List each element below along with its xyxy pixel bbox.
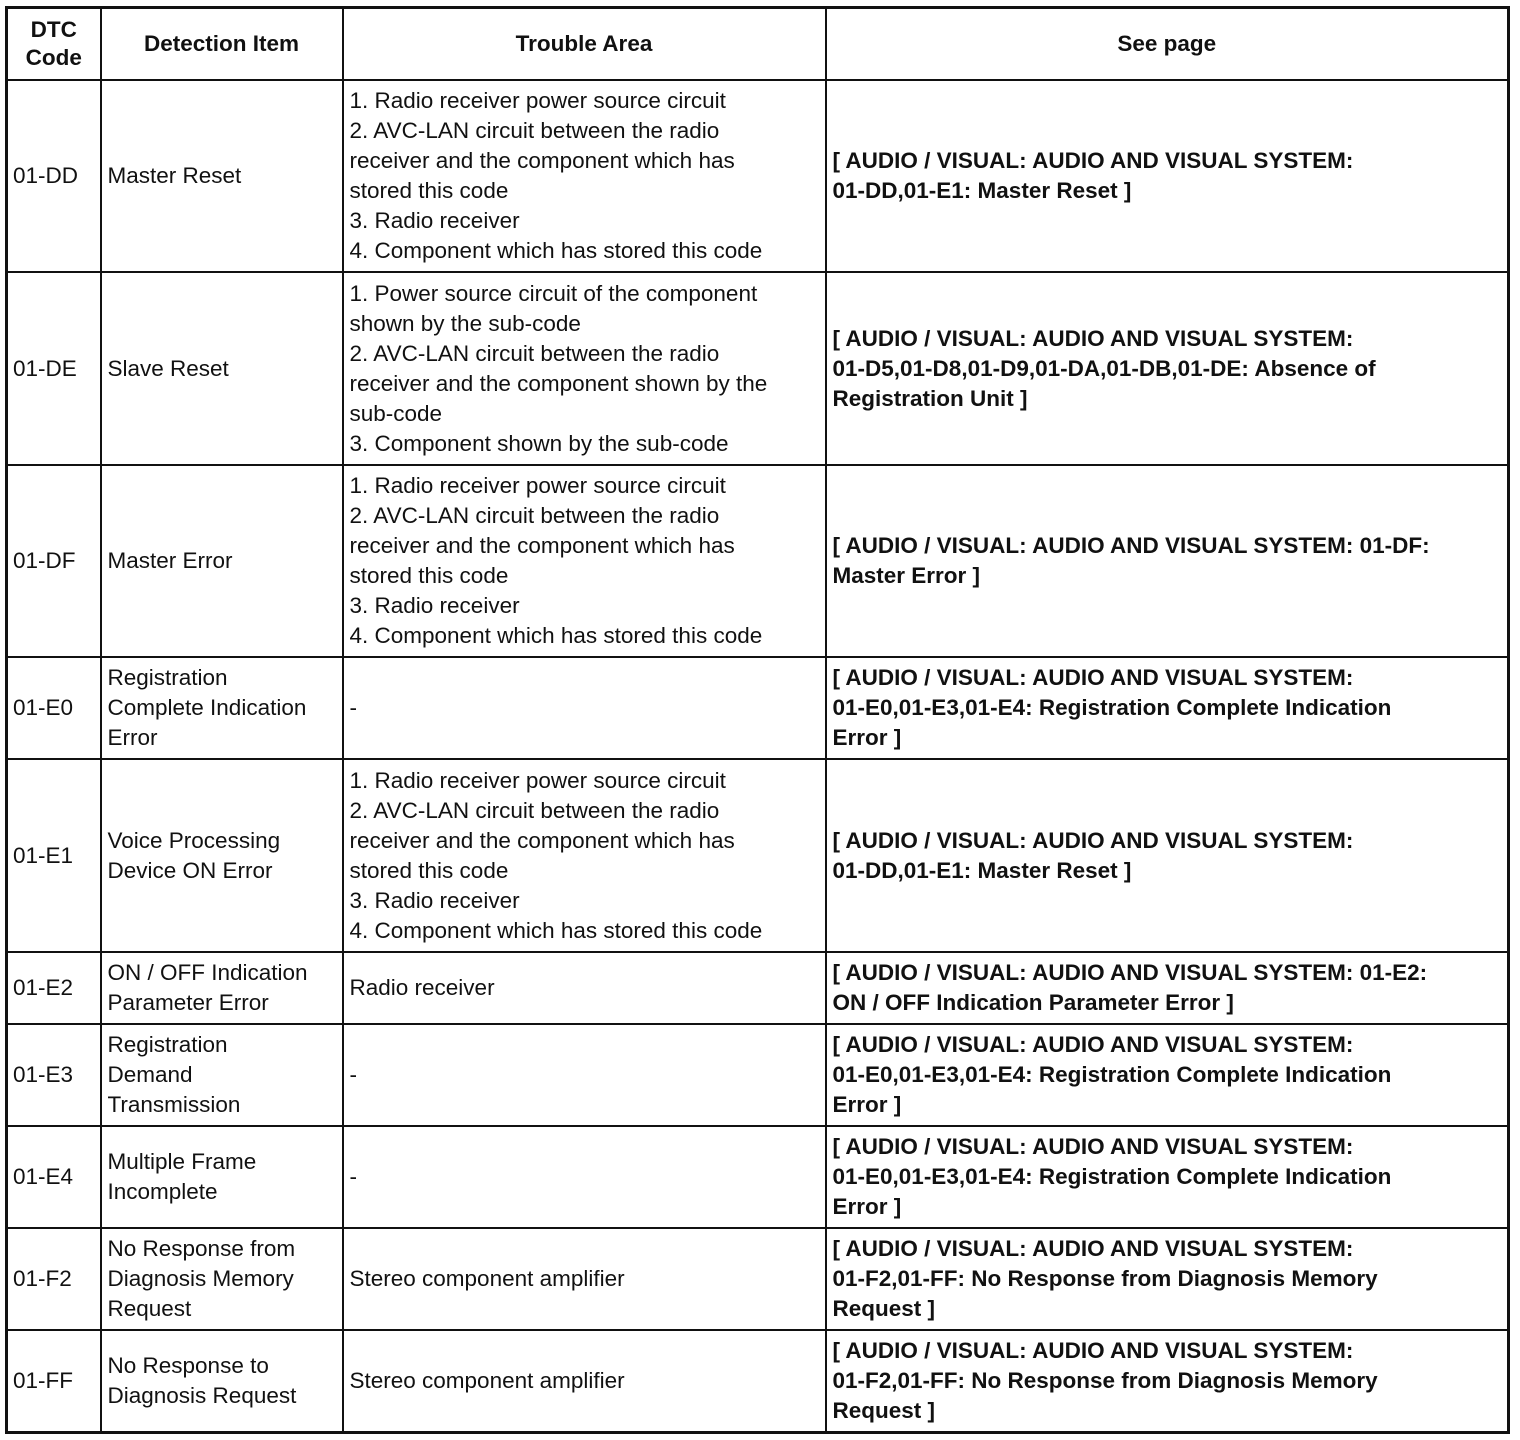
see-page-cell-line: Error ] bbox=[832, 725, 902, 750]
detection-item-cell bbox=[101, 1024, 343, 1126]
trouble-area-cell-line: Stereo component amplifier bbox=[349, 1367, 625, 1393]
see-page-cell bbox=[826, 952, 1509, 1024]
trouble-area-cell bbox=[343, 1126, 826, 1228]
header-dtc-code-line: DTC bbox=[30, 17, 77, 42]
see-page-cell-line: Registration Unit ] bbox=[832, 385, 1028, 411]
trouble-area-cell bbox=[343, 272, 826, 465]
table-row bbox=[7, 657, 1509, 759]
trouble-area-cell-line: 1. Power source circuit of the component bbox=[349, 280, 758, 306]
table-row bbox=[7, 952, 1509, 1024]
trouble-area-cell bbox=[343, 952, 826, 1024]
dtc-table bbox=[5, 6, 1510, 1434]
trouble-area-cell-line: receiver and the component which has bbox=[349, 827, 735, 853]
trouble-area-cell-line: 2. AVC-LAN circuit between the radio bbox=[349, 503, 720, 528]
dtc-code-cell: 01-DE bbox=[7, 272, 101, 465]
trouble-area-cell bbox=[343, 80, 826, 272]
detection-item-cell-line: Voice Processing bbox=[107, 827, 281, 853]
trouble-area-cell bbox=[343, 1330, 826, 1432]
detection-item-cell-line: Parameter Error bbox=[107, 990, 269, 1015]
trouble-area-cell bbox=[343, 1228, 826, 1330]
see-page-cell-line: [ AUDIO / VISUAL: AUDIO AND VISUAL SYSTEM: bbox=[832, 827, 1354, 853]
detection-item-cell: Master Reset bbox=[101, 80, 343, 272]
see-page-cell-line: 01-F2,01-FF: No Response from Diagnosis Memory bbox=[832, 1266, 1378, 1291]
trouble-area-cell-line: 4. Component which has stored this code bbox=[349, 917, 763, 943]
see-page-cell bbox=[826, 272, 1509, 465]
table-row bbox=[7, 1330, 1509, 1432]
trouble-area-cell-line: 3. Radio receiver bbox=[349, 208, 520, 233]
dtc-code-cell: 01-E3 bbox=[7, 1024, 101, 1126]
header-trouble-area: Trouble Area bbox=[343, 8, 826, 81]
detection-item-cell bbox=[101, 759, 343, 952]
detection-item-cell-line: Registration bbox=[107, 665, 228, 690]
see-page-cell-line: [ AUDIO / VISUAL: AUDIO AND VISUAL SYSTEM: 01-DF: bbox=[832, 533, 1430, 558]
trouble-area-cell-line: 2. AVC-LAN circuit between the radio bbox=[349, 340, 720, 366]
trouble-area-cell-line: 2. AVC-LAN circuit between the radio bbox=[349, 797, 720, 823]
see-page-cell bbox=[826, 1126, 1509, 1228]
header-dtc-code bbox=[7, 8, 101, 81]
trouble-area-cell-line: 3. Radio receiver bbox=[349, 887, 520, 913]
detection-item-cell-line: Request bbox=[107, 1296, 192, 1321]
header-see-page: See page bbox=[826, 8, 1509, 81]
see-page-cell-line: ON / OFF Indication Parameter Error ] bbox=[832, 990, 1234, 1015]
trouble-area-cell-line: Radio receiver bbox=[349, 975, 495, 1000]
see-page-cell-line: [ AUDIO / VISUAL: AUDIO AND VISUAL SYSTEM: bbox=[832, 1337, 1354, 1363]
trouble-area-cell-line: 4. Component which has stored this code bbox=[349, 238, 763, 263]
detection-item-cell: Slave Reset bbox=[101, 272, 343, 465]
trouble-area-cell-line: - bbox=[349, 1062, 357, 1087]
detection-item-cell bbox=[101, 952, 343, 1024]
detection-item-cell bbox=[101, 1126, 343, 1228]
detection-item-cell bbox=[101, 1330, 343, 1432]
see-page-cell-line: Request ] bbox=[832, 1296, 936, 1321]
trouble-area-cell bbox=[343, 759, 826, 952]
trouble-area-cell-line: 3. Radio receiver bbox=[349, 593, 520, 618]
detection-item-cell-line: Complete Indication bbox=[107, 695, 307, 720]
table-row bbox=[7, 1126, 1509, 1228]
header-row bbox=[7, 8, 1509, 81]
trouble-area-cell bbox=[343, 1024, 826, 1126]
table-row bbox=[7, 1024, 1509, 1126]
table-row bbox=[7, 1228, 1509, 1330]
detection-item-cell-line: Diagnosis Request bbox=[107, 1382, 297, 1408]
detection-item-cell-line: Demand bbox=[107, 1062, 193, 1087]
see-page-cell bbox=[826, 465, 1509, 657]
dtc-code-cell: 01-E1 bbox=[7, 759, 101, 952]
detection-item-cell-line: Diagnosis Memory bbox=[107, 1266, 294, 1291]
detection-item-cell bbox=[101, 1228, 343, 1330]
trouble-area-cell-line: stored this code bbox=[349, 857, 509, 883]
see-page-cell-line: Master Error ] bbox=[832, 563, 981, 588]
see-page-cell-line: 01-E0,01-E3,01-E4: Registration Complete Indication bbox=[832, 1062, 1392, 1087]
see-page-cell-line: Request ] bbox=[832, 1397, 936, 1423]
see-page-cell-line: [ AUDIO / VISUAL: AUDIO AND VISUAL SYSTEM: bbox=[832, 148, 1354, 173]
see-page-cell-line: Error ] bbox=[832, 1194, 902, 1219]
see-page-cell-line: Error ] bbox=[832, 1092, 902, 1117]
trouble-area-cell-line: - bbox=[349, 1164, 357, 1189]
see-page-cell bbox=[826, 759, 1509, 952]
detection-item-cell-line: Transmission bbox=[107, 1092, 241, 1117]
header-dtc-code-line: Code bbox=[25, 45, 82, 70]
detection-item-cell-line: Multiple Frame bbox=[107, 1149, 257, 1174]
see-page-cell-line: [ AUDIO / VISUAL: AUDIO AND VISUAL SYSTEM: 01-E2: bbox=[832, 960, 1428, 985]
trouble-area-cell-line: Stereo component amplifier bbox=[349, 1266, 625, 1291]
trouble-area-cell-line: shown by the sub-code bbox=[349, 310, 581, 336]
see-page-cell-line: [ AUDIO / VISUAL: AUDIO AND VISUAL SYSTEM: bbox=[832, 325, 1354, 351]
detection-item-cell-line: ON / OFF Indication bbox=[107, 960, 308, 985]
dtc-code-cell: 01-E0 bbox=[7, 657, 101, 759]
table-row bbox=[7, 759, 1509, 952]
see-page-cell-line: 01-E0,01-E3,01-E4: Registration Complete Indication bbox=[832, 1164, 1392, 1189]
trouble-area-cell-line: receiver and the component shown by the bbox=[349, 370, 768, 396]
detection-item-cell-line: Device ON Error bbox=[107, 857, 273, 883]
see-page-cell-line: [ AUDIO / VISUAL: AUDIO AND VISUAL SYSTEM: bbox=[832, 1134, 1354, 1159]
trouble-area-cell-line: 1. Radio receiver power source circuit bbox=[349, 473, 726, 498]
detection-item-cell: Master Error bbox=[101, 465, 343, 657]
see-page-cell-line: 01-DD,01-E1: Master Reset ] bbox=[832, 178, 1132, 203]
dtc-code-cell: 01-DD bbox=[7, 80, 101, 272]
dtc-code-cell: 01-F2 bbox=[7, 1228, 101, 1330]
detection-item-cell-line: Incomplete bbox=[107, 1179, 218, 1204]
detection-item-cell-line: Error bbox=[107, 725, 158, 750]
detection-item-cell bbox=[101, 657, 343, 759]
table-row bbox=[7, 465, 1509, 657]
trouble-area-cell-line: 1. Radio receiver power source circuit bbox=[349, 88, 726, 113]
detection-item-cell-line: No Response to bbox=[107, 1352, 269, 1378]
dtc-code-cell: 01-E4 bbox=[7, 1126, 101, 1228]
see-page-cell bbox=[826, 1228, 1509, 1330]
dtc-code-cell: 01-FF bbox=[7, 1330, 101, 1432]
see-page-cell-line: 01-E0,01-E3,01-E4: Registration Complete Indication bbox=[832, 695, 1392, 720]
trouble-area-cell-line: 1. Radio receiver power source circuit bbox=[349, 767, 726, 793]
dtc-code-cell: 01-DF bbox=[7, 465, 101, 657]
see-page-cell-line: [ AUDIO / VISUAL: AUDIO AND VISUAL SYSTEM: bbox=[832, 1032, 1354, 1057]
trouble-area-cell-line: receiver and the component which has bbox=[349, 533, 735, 558]
detection-item-cell-line: No Response from bbox=[107, 1236, 296, 1261]
trouble-area-cell bbox=[343, 465, 826, 657]
dtc-code-cell: 01-E2 bbox=[7, 952, 101, 1024]
see-page-cell-line: 01-F2,01-FF: No Response from Diagnosis Memory bbox=[832, 1367, 1378, 1393]
see-page-cell bbox=[826, 1330, 1509, 1432]
see-page-cell bbox=[826, 657, 1509, 759]
header-detection-item: Detection Item bbox=[101, 8, 343, 81]
see-page-cell bbox=[826, 1024, 1509, 1126]
see-page-cell-line: 01-D5,01-D8,01-D9,01-DA,01-DB,01-DE: Absence of bbox=[832, 355, 1376, 381]
table-row bbox=[7, 80, 1509, 272]
see-page-cell bbox=[826, 80, 1509, 272]
see-page-cell-line: [ AUDIO / VISUAL: AUDIO AND VISUAL SYSTEM: bbox=[832, 665, 1354, 690]
detection-item-cell-line: Registration bbox=[107, 1032, 228, 1057]
trouble-area-cell-line: sub-code bbox=[349, 400, 443, 426]
trouble-area-cell-line: 3. Component shown by the sub-code bbox=[349, 430, 729, 456]
see-page-cell-line: [ AUDIO / VISUAL: AUDIO AND VISUAL SYSTEM: bbox=[832, 1236, 1354, 1261]
trouble-area-cell bbox=[343, 657, 826, 759]
trouble-area-cell-line: - bbox=[349, 695, 357, 720]
trouble-area-cell-line: 2. AVC-LAN circuit between the radio bbox=[349, 118, 720, 143]
trouble-area-cell-line: 4. Component which has stored this code bbox=[349, 623, 763, 648]
see-page-cell-line: 01-DD,01-E1: Master Reset ] bbox=[832, 857, 1132, 883]
trouble-area-cell-line: stored this code bbox=[349, 178, 509, 203]
table-row bbox=[7, 272, 1509, 465]
trouble-area-cell-line: stored this code bbox=[349, 563, 509, 588]
trouble-area-cell-line: receiver and the component which has bbox=[349, 148, 735, 173]
